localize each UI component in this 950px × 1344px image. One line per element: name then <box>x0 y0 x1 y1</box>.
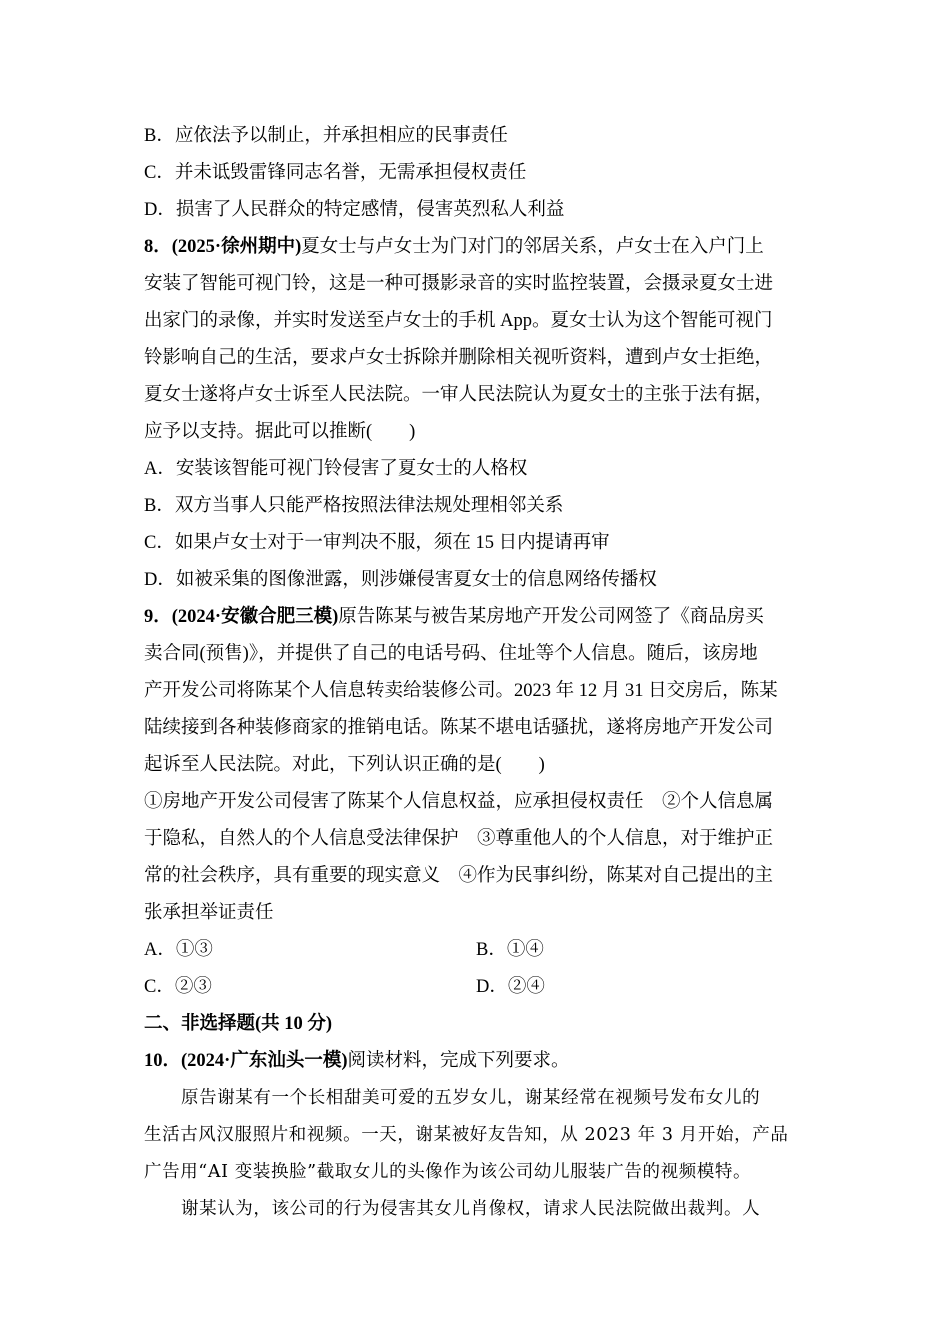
q8-option-c: C．如果卢女士对于一审判决不服，须在 15 日内提请再审 <box>144 533 610 553</box>
q9-stem-line: 产开发公司将陈某个人信息转卖给装修公司。2023 年 12 月 31 日交房后，陈某 <box>144 681 778 701</box>
q9-option-b: B．①④ <box>476 940 544 960</box>
q9-statement-line: 张承担举证责任 <box>144 903 274 923</box>
q10-material-line: 广告用“AI 变装换脸”截取女儿的头像作为该公司幼儿服装广告的视频模特。 <box>144 1162 752 1182</box>
q8-number: 8． <box>144 237 172 257</box>
q9-stem-line: 陆续接到各种装修商家的推销电话。陈某不堪电话骚扰，遂将房地产开发公司 <box>144 718 774 738</box>
q8-option-b: B．双方当事人只能严格按照法律法规处理相邻关系 <box>144 496 564 516</box>
q9-stem-line: 起诉至人民法院。对此，下列认识正确的是( ) <box>144 755 545 775</box>
q9-stem-line <box>144 599 808 636</box>
q9-text: 原告陈某与被告某房地产开发公司网签了《商品房买 <box>338 607 764 627</box>
q8-stem-line <box>144 229 808 266</box>
q10-stem-line <box>144 1043 808 1080</box>
q9-statement-line: 于隐私，自然人的个人信息受法律保护 ③尊重他人的个人信息，对于维护正 <box>144 829 774 849</box>
q10-material-line: 谢某认为，该公司的行为侵害其女儿肖像权，请求人民法院做出裁判。人 <box>181 1199 761 1219</box>
section-heading: 二、非选择题(共 10 分) <box>144 1014 333 1034</box>
q8-stem-line: 夏女士遂将卢女士诉至人民法院。一审人民法院认为夏女士的主张于法有据， <box>144 385 774 405</box>
question-content <box>144 118 808 1228</box>
q9-number: 9． <box>144 607 172 627</box>
q9-option-d: D．②④ <box>476 977 545 997</box>
q9-option-c: C．②③ <box>144 977 212 997</box>
q8-stem-line: 应予以支持。据此可以推断( ) <box>144 422 416 442</box>
q8-option-a: A．安装该智能可视门铃侵害了夏女士的人格权 <box>144 459 528 479</box>
q9-stem-line: 卖合同(预售)》，并提供了自己的电话号码、住址等个人信息。随后，该房地 <box>144 644 758 664</box>
q10-material-line: 原告谢某有一个长相甜美可爱的五岁女儿，谢某经常在视频号发布女儿的 <box>181 1088 761 1108</box>
q8-stem-line: 出家门的录像，并实时发送至卢女士的手机 App。夏女士认为这个智能可视门 <box>144 311 773 331</box>
q8-source: (2025·徐州期中) <box>171 237 302 257</box>
q8-option-d: D．如被采集的图像泄露，则涉嫌侵害夏女士的信息网络传播权 <box>144 570 657 590</box>
q9-option-a: A．①③ <box>144 940 213 960</box>
q7-option-b: B．应依法予以制止，并承担相应的民事责任 <box>144 126 508 146</box>
q10-material-line: 生活古风汉服照片和视频。一天，谢某被好友告知，从 2023 年 3 月开始，产品 <box>144 1125 789 1145</box>
q7-option-c: C．并未诋毁雷锋同志名誉，无需承担侵权责任 <box>144 163 527 183</box>
q9-statement-line: ①房地产开发公司侵害了陈某个人信息权益，应承担侵权责任 ②个人信息属 <box>144 792 774 812</box>
q7-option-d: D．损害了人民群众的特定感情，侵害英烈私人利益 <box>144 200 565 220</box>
q10-prompt: 阅读材料，完成下列要求。 <box>347 1051 570 1071</box>
q8-stem-line: 铃影响自己的生活，要求卢女士拆除并删除相关视听资料，遭到卢女士拒绝， <box>144 348 774 368</box>
q9-source: (2024·安徽合肥三模) <box>171 607 339 627</box>
q8-stem-line: 安装了智能可视门铃，这是一种可摄影录音的实时监控装置，会摄录夏女士进 <box>144 274 774 294</box>
q9-statement-line: 常的社会秩序，具有重要的现实意义 ④作为民事纠纷，陈某对自己提出的主 <box>144 866 774 886</box>
q9-options-row <box>144 932 808 969</box>
q8-text: 夏女士与卢女士为门对门的邻居关系，卢女士在入户门上 <box>301 237 764 257</box>
q9-options-row <box>144 969 808 1006</box>
q10-number: 10． <box>144 1051 182 1071</box>
q10-source: (2024·广东汕头一模) <box>181 1051 348 1071</box>
